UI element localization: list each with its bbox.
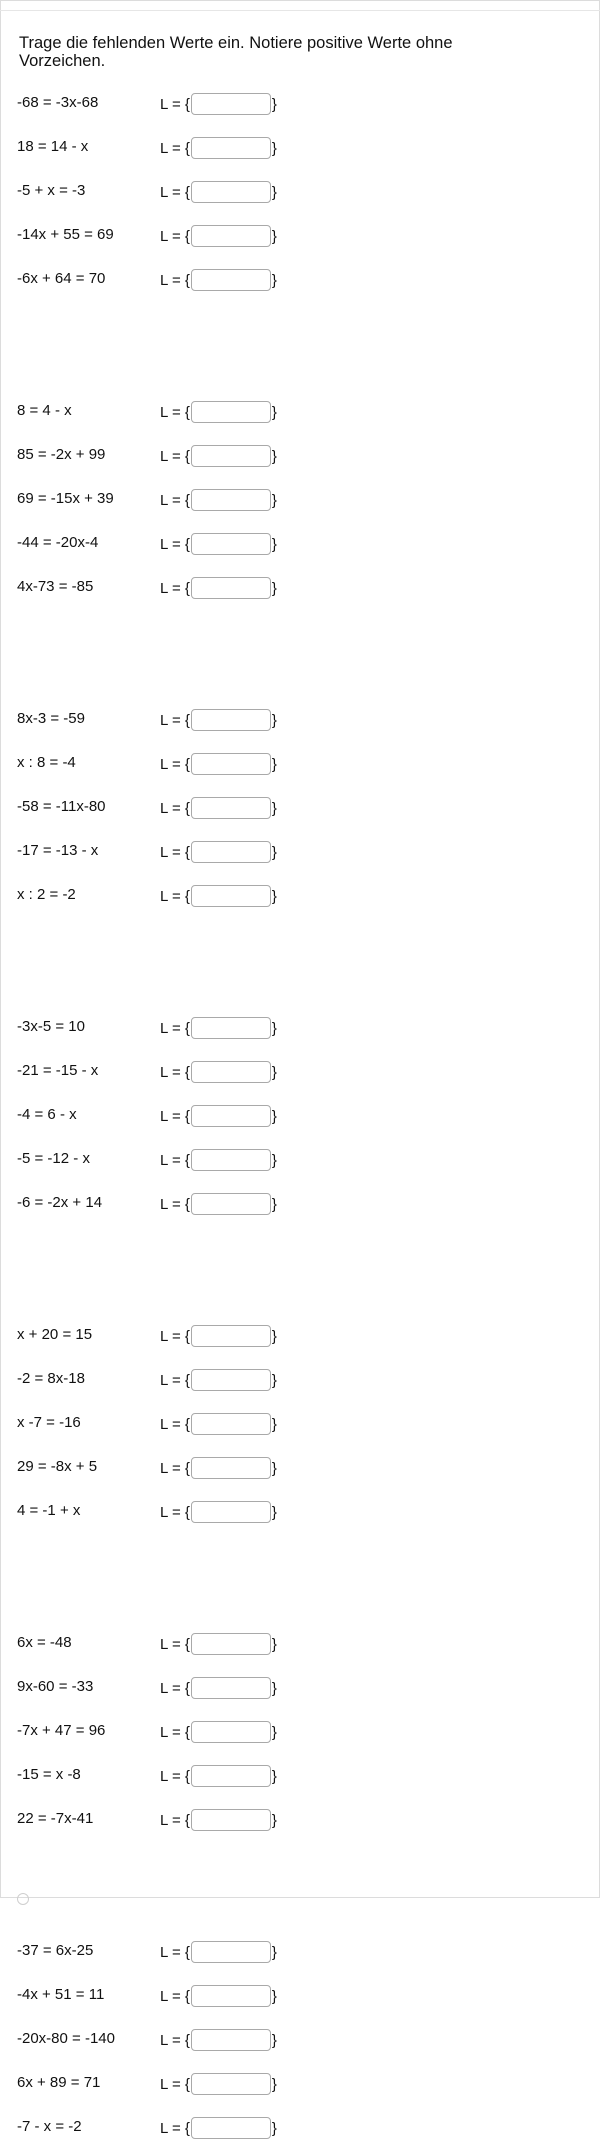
solution-set-label: L = { [160,1987,190,2005]
solution-set-group [160,1366,277,1394]
solution-set-group [160,2070,277,2098]
exercise-row [0,477,600,521]
answer-input[interactable] [191,1985,271,2007]
solution-set-group [160,2026,277,2054]
equation-text: -15 = x -8 [17,1766,81,1783]
exercise-row [0,829,600,873]
answer-input[interactable] [191,1633,271,1655]
exercise-row [0,1313,600,1357]
equation-text: x + 20 = 15 [17,1326,93,1343]
solution-set-group [160,442,277,470]
answer-input[interactable] [191,1325,271,1347]
exercise-row [0,1621,600,1665]
equation-text: -58 = -11x-80 [17,798,106,815]
closing-brace: } [271,1987,277,2005]
exercise-row [0,697,600,741]
closing-brace: } [271,1195,277,1213]
equation-text: -21 = -15 - x [17,1062,99,1079]
solution-set-label: L = { [160,755,190,773]
exercise-row [0,1401,600,1445]
exercise-row [0,873,600,917]
solution-set-label: L = { [160,1723,190,1741]
equation-text: -44 = -20x-4 [17,534,99,551]
solution-set-group [160,1102,277,1130]
solution-set-label: L = { [160,271,190,289]
closing-brace: } [271,1107,277,1125]
exercise-row [0,1093,600,1137]
answer-input[interactable] [191,181,271,203]
solution-set-label: L = { [160,95,190,113]
solution-set-group [160,1938,277,1966]
exercise-row [0,1049,600,1093]
solution-set-group [160,530,277,558]
closing-brace: } [271,1943,277,1961]
equation-text: 29 = -8x + 5 [17,1458,98,1475]
solution-set-label: L = { [160,2031,190,2049]
answer-input[interactable] [191,93,271,115]
closing-brace: } [271,2119,277,2137]
answer-input[interactable] [191,1193,271,1215]
answer-input[interactable] [191,137,271,159]
equation-text: 8 = 4 - x [17,402,72,419]
exercise-row [0,565,600,609]
closing-brace: } [271,579,277,597]
answer-input[interactable] [191,1809,271,1831]
closing-brace: } [271,1019,277,1037]
solution-set-group [160,1190,277,1218]
solution-set-group [160,1498,277,1526]
solution-set-group [160,2114,277,2142]
solution-set-group [160,882,277,910]
closing-brace: } [271,887,277,905]
exercise-row [0,1665,600,1709]
exercise-row [0,1445,600,1489]
solution-set-group [160,750,277,778]
exercise-row [0,389,600,433]
solution-set-group [160,838,277,866]
solution-set-label: L = { [160,535,190,553]
closing-brace: } [271,95,277,113]
solution-set-label: L = { [160,1635,190,1653]
solution-set-label: L = { [160,2075,190,2093]
equation-text: -2 = 8x-18 [17,1370,85,1387]
equation-text: 6x + 89 = 71 [17,2074,101,2091]
closing-brace: } [271,271,277,289]
answer-input[interactable] [191,401,271,423]
solution-set-group [160,398,277,426]
solution-set-group [160,486,277,514]
closing-brace: } [271,1503,277,1521]
solution-set-label: L = { [160,1459,190,1477]
solution-set-label: L = { [160,183,190,201]
exercise-row [0,1489,600,1533]
equation-text: -6 = -2x + 14 [17,1194,103,1211]
equation-text: 85 = -2x + 99 [17,446,106,463]
equation-text: -6x + 64 = 70 [17,270,106,287]
answer-input[interactable] [191,489,271,511]
closing-brace: } [271,183,277,201]
answer-input[interactable] [191,797,271,819]
answer-input[interactable] [191,269,271,291]
answer-input[interactable] [191,1765,271,1787]
answer-input[interactable] [191,885,271,907]
closing-brace: } [271,1679,277,1697]
equation-text: 22 = -7x-41 [17,1810,94,1827]
answer-input[interactable] [191,445,271,467]
equation-text: x : 2 = -2 [17,886,76,903]
solution-set-label: L = { [160,447,190,465]
closing-brace: } [271,799,277,817]
closing-brace: } [271,139,277,157]
answer-input[interactable] [191,2029,271,2051]
equation-text: x : 8 = -4 [17,754,76,771]
answer-input[interactable] [191,1941,271,1963]
equation-text: -7x + 47 = 96 [17,1722,106,1739]
solution-set-group [160,1058,277,1086]
solution-set-label: L = { [160,1107,190,1125]
closing-brace: } [271,1371,277,1389]
answer-input[interactable] [191,1369,271,1391]
solution-set-label: L = { [160,1151,190,1169]
exercise-row [0,521,600,565]
solution-set-group [160,794,277,822]
equation-text: 4x-73 = -85 [17,578,94,595]
circle-icon [17,1893,29,1905]
top-divider [0,10,600,11]
equation-text: -5 = -12 - x [17,1150,90,1167]
exercise-row [0,257,600,301]
answer-input[interactable] [191,225,271,247]
equation-text: -4 = 6 - x [17,1106,77,1123]
solution-set-group [160,134,277,162]
solution-set-group [160,1454,277,1482]
equation-text: 69 = -15x + 39 [17,490,114,507]
answer-input[interactable] [191,2117,271,2139]
exercise-row [0,1929,600,1973]
solution-set-label: L = { [160,579,190,597]
closing-brace: } [271,1459,277,1477]
equation-text: 4 = -1 + x [17,1502,81,1519]
exercise-row [0,1181,600,1225]
closing-brace: } [271,227,277,245]
closing-brace: } [271,403,277,421]
answer-input[interactable] [191,1677,271,1699]
answer-input[interactable] [191,1105,271,1127]
solution-set-label: L = { [160,1327,190,1345]
solution-set-group [160,1630,277,1658]
closing-brace: } [271,2031,277,2049]
solution-set-label: L = { [160,711,190,729]
instruction-text: Trage die fehlenden Werte ein. Notiere positive Werte ohne Vorzeichen. [19,34,453,70]
solution-set-label: L = { [160,1063,190,1081]
answer-input[interactable] [191,1457,271,1479]
solution-set-label: L = { [160,2119,190,2137]
closing-brace: } [271,535,277,553]
solution-set-label: L = { [160,1679,190,1697]
solution-set-label: L = { [160,139,190,157]
solution-set-group [160,90,277,118]
answer-input[interactable] [191,841,271,863]
equation-text: -17 = -13 - x [17,842,99,859]
closing-brace: } [271,843,277,861]
answer-input[interactable] [191,1501,271,1523]
exercise-row [0,1137,600,1181]
exercise-row [0,433,600,477]
equation-text: -14x + 55 = 69 [17,226,114,243]
solution-set-label: L = { [160,1811,190,1829]
exercise-row [0,1753,600,1797]
closing-brace: } [271,755,277,773]
exercise-row [0,2017,600,2061]
exercise-row [0,1357,600,1401]
solution-set-label: L = { [160,491,190,509]
closing-brace: } [271,1415,277,1433]
closing-brace: } [271,1063,277,1081]
closing-brace: } [271,491,277,509]
solution-set-group [160,266,277,294]
equation-text: x -7 = -16 [17,1414,81,1431]
solution-set-group [160,706,277,734]
answer-input[interactable] [191,1061,271,1083]
exercise-row [0,125,600,169]
exercise-row [0,213,600,257]
solution-set-label: L = { [160,227,190,245]
closing-brace: } [271,1635,277,1653]
equation-text: -37 = 6x-25 [17,1942,94,1959]
solution-set-label: L = { [160,1767,190,1785]
solution-set-group [160,1718,277,1746]
closing-brace: } [271,1327,277,1345]
exercise-row [0,1973,600,2017]
closing-brace: } [271,2075,277,2093]
solution-set-group [160,574,277,602]
solution-set-group [160,222,277,250]
exercise-row [0,2061,600,2105]
equation-text: -5 + x = -3 [17,182,86,199]
answer-input[interactable] [191,533,271,555]
equation-text: 8x-3 = -59 [17,710,85,727]
closing-brace: } [271,447,277,465]
solution-set-group [160,1322,277,1350]
closing-brace: } [271,711,277,729]
exercise-row [0,1709,600,1753]
solution-set-group [160,1014,277,1042]
equation-text: -20x-80 = -140 [17,2030,115,2047]
exercise-row [0,785,600,829]
answer-input[interactable] [191,1149,271,1171]
exercise-row [0,1797,600,1841]
equation-text: 6x = -48 [17,1634,72,1651]
closing-brace: } [271,1767,277,1785]
answer-input[interactable] [191,1413,271,1435]
solution-set-group [160,1146,277,1174]
equation-text: 9x-60 = -33 [17,1678,94,1695]
exercise-row [0,741,600,785]
exercise-row [0,2105,600,2149]
solution-set-group [160,178,277,206]
solution-set-label: L = { [160,843,190,861]
solution-set-label: L = { [160,1195,190,1213]
solution-set-label: L = { [160,799,190,817]
equation-text: -3x-5 = 10 [17,1018,85,1035]
exercise-row [0,81,600,125]
solution-set-label: L = { [160,403,190,421]
solution-set-group [160,1806,277,1834]
closing-brace: } [271,1151,277,1169]
closing-brace: } [271,1811,277,1829]
answer-input[interactable] [191,577,271,599]
answer-input[interactable] [191,1017,271,1039]
solution-set-group [160,1762,277,1790]
equation-text: -4x + 51 = 11 [17,1986,105,2003]
solution-set-label: L = { [160,887,190,905]
answer-input[interactable] [191,2073,271,2095]
equation-text: -7 - x = -2 [17,2118,82,2135]
answer-input[interactable] [191,1721,271,1743]
closing-brace: } [271,1723,277,1741]
solution-set-label: L = { [160,1503,190,1521]
solution-set-label: L = { [160,1019,190,1037]
exercise-row [0,1005,600,1049]
solution-set-group [160,1982,277,2010]
exercise-row [0,169,600,213]
solution-set-label: L = { [160,1371,190,1389]
solution-set-label: L = { [160,1943,190,1961]
solution-set-group [160,1674,277,1702]
answer-input[interactable] [191,753,271,775]
solution-set-group [160,1410,277,1438]
answer-input[interactable] [191,709,271,731]
solution-set-label: L = { [160,1415,190,1433]
equation-text: 18 = 14 - x [17,138,89,155]
equation-text: -68 = -3x-68 [17,94,99,111]
